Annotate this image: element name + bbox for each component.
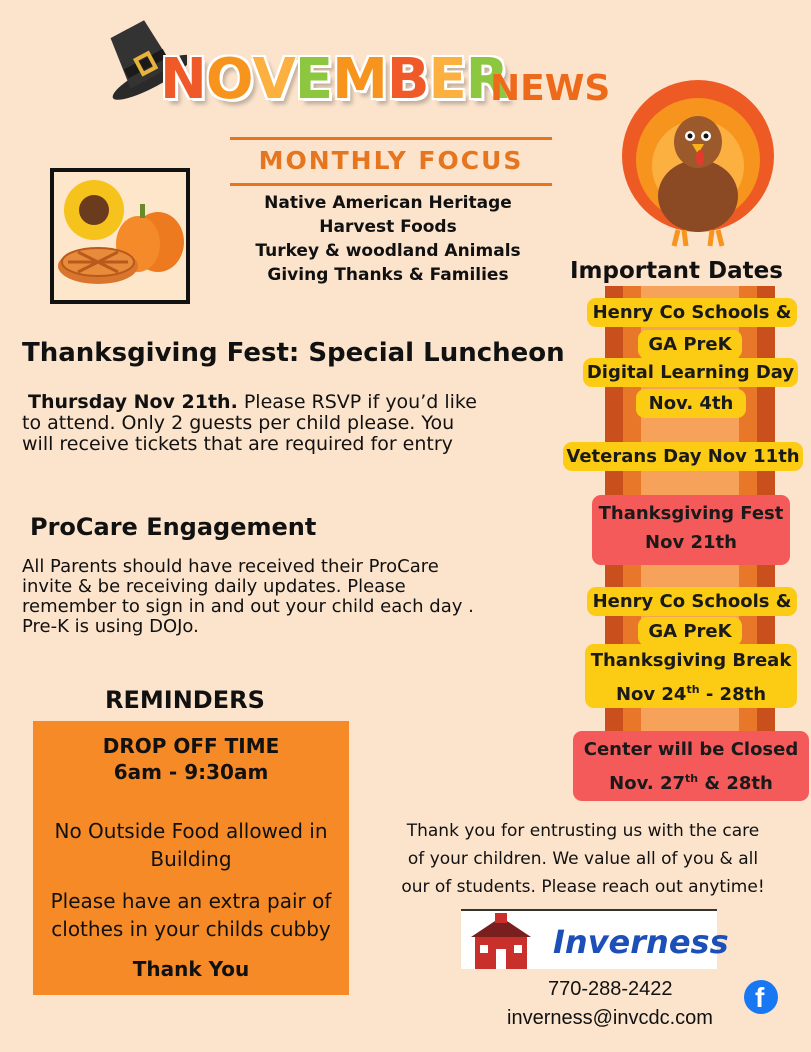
date-event [573, 731, 809, 801]
inverness-logo [461, 909, 729, 969]
reminder-line: clothes in your childs cubby [51, 917, 331, 941]
procare-line: Pre-K is using DOJo. [22, 616, 199, 637]
date-line: Nov. 27th & 28th [609, 772, 773, 794]
date-line: Nov 24th - 28th [615, 683, 767, 705]
dropoff-title: DROP OFF TIME [102, 734, 280, 758]
reminder-line: Please have an extra pair of [50, 889, 332, 913]
procare-line: remember to sign in and out your child each day . [22, 596, 474, 617]
luncheon-line: Please RSVP if you’d like [237, 391, 477, 413]
luncheon-line: will receive tickets that are required for entry [22, 433, 453, 455]
email-address[interactable]: inverness@invcdc.com [507, 1007, 713, 1029]
news-title: NEWS [490, 68, 611, 109]
date-event [583, 358, 798, 387]
schoolhouse-icon [465, 913, 537, 969]
harvest-image [50, 168, 190, 304]
date-event [592, 495, 790, 565]
message-line: our of students. Please reach out anytime! [401, 877, 765, 897]
reminder-line: Building [150, 847, 232, 871]
reminders-box [33, 721, 349, 995]
date-line: Henry Co Schools & [592, 591, 792, 612]
message-line: Thank you for entrusting us with the care [406, 821, 760, 841]
title-letter: E [428, 47, 466, 112]
date-line: Henry Co Schools & [592, 302, 792, 323]
date-event [636, 389, 746, 418]
focus-item: Harvest Foods [319, 217, 457, 237]
date-event [638, 330, 742, 359]
facebook-icon[interactable] [744, 980, 778, 1014]
date-line: Veterans Day Nov 11th [566, 446, 800, 467]
reminder-line: No Outside Food allowed in [54, 819, 328, 843]
procare-text [22, 557, 542, 637]
date-line: Thanksgiving Break [590, 650, 792, 671]
date-line: Center will be Closed [583, 739, 799, 760]
monthly-focus-title: MONTHLY FOCUS [258, 146, 524, 175]
date-event [587, 298, 797, 327]
turkey-icon [608, 76, 788, 248]
reminders-heading: REMINDERS [105, 686, 265, 714]
title-letter: B [386, 47, 429, 112]
thank-you-message [378, 817, 788, 901]
date-line: Digital Learning Day [586, 362, 795, 383]
luncheon-text [22, 392, 562, 455]
luncheon-line: to attend. Only 2 guests per child please. You [22, 412, 455, 434]
focus-list [240, 191, 536, 287]
title-letter: R [465, 47, 508, 112]
message-line: of your children. We value all of you & all [407, 849, 759, 869]
date-event [563, 442, 803, 471]
dropoff-time: 6am - 9:30am [113, 760, 269, 784]
date-line: GA PreK [648, 621, 732, 642]
title-letter: N [160, 47, 206, 112]
november-title [160, 47, 508, 112]
reminders-thanks: Thank You [132, 957, 250, 981]
procare-line: invite & be receiving daily updates. Please [22, 576, 406, 597]
date-event [587, 587, 797, 616]
date-line: Nov. 4th [648, 393, 734, 414]
divider [230, 183, 552, 186]
procare-line: All Parents should have received their ProCare [22, 556, 439, 577]
date-line: GA PreK [648, 334, 732, 355]
title-letter: V [252, 47, 295, 112]
title-letter: M [332, 47, 387, 112]
logo-text: Inverness [553, 923, 729, 961]
important-dates-heading: Important Dates [570, 258, 783, 284]
date-event [638, 617, 742, 646]
date-event [585, 644, 797, 708]
luncheon-heading: Thanksgiving Fest: Special Luncheon [22, 338, 565, 368]
procare-heading: ProCare Engagement [30, 513, 317, 541]
focus-item: Giving Thanks & Families [267, 265, 509, 285]
luncheon-date: Thursday Nov 21th. [28, 391, 238, 413]
divider [230, 137, 552, 140]
focus-item: Native American Heritage [264, 193, 512, 213]
date-line: Nov 21th [645, 532, 737, 553]
title-letter: E [294, 47, 333, 112]
title-letter: O [205, 47, 253, 112]
phone-number: 770-288-2422 [548, 978, 673, 1000]
date-line: Thanksgiving Fest [598, 503, 784, 524]
focus-item: Turkey & woodland Animals [255, 241, 521, 261]
facebook-glyph: f [755, 982, 765, 1013]
